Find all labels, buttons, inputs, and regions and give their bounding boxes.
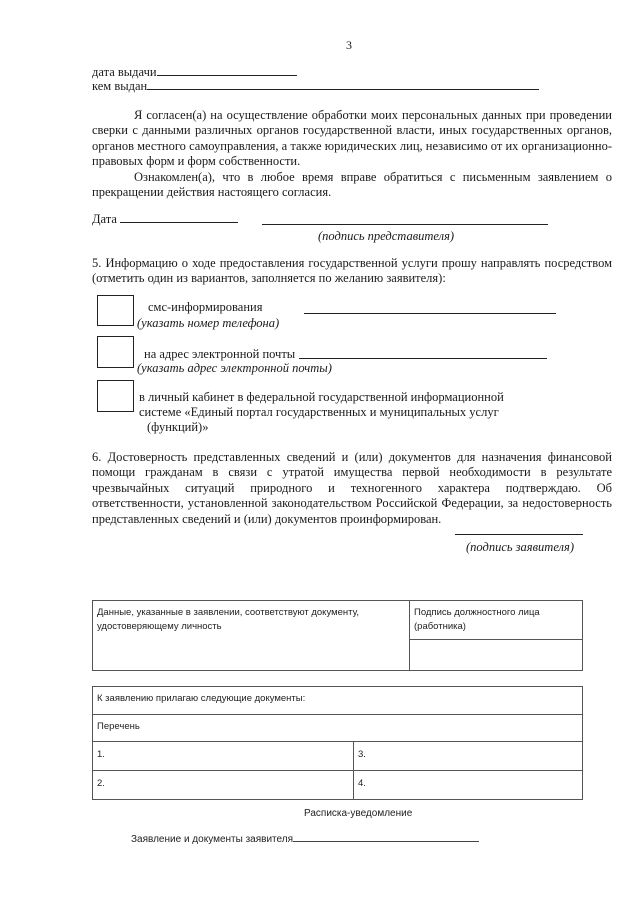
verification-statement: Данные, указанные в заявлении, соответствуют документу, удостоверяющему личность	[97, 607, 360, 632]
receipt-title: Расписка-уведомление	[304, 808, 413, 819]
document-item-3[interactable]	[354, 742, 583, 771]
sms-checkbox[interactable]	[97, 295, 134, 326]
portal-option-line-2: системе «Единый портал государственных и муниципальных услуг	[139, 405, 499, 419]
consent-paragraph-2: Ознакомлен(а), что в любое время вправе обратиться с письменным заявлением о прекращении действия настоящего согласия.	[92, 170, 612, 200]
email-checkbox[interactable]	[97, 336, 134, 368]
document-item-4[interactable]	[354, 771, 583, 800]
applicant-signature-caption: (подпись заявителя)	[466, 540, 574, 554]
official-signature-field[interactable]	[410, 639, 583, 640]
official-signature-label: Подпись должностного лица (работника)	[414, 607, 540, 632]
document-item-1[interactable]	[93, 742, 354, 771]
verification-table	[92, 600, 583, 671]
consent-date-label: Дата	[92, 212, 117, 226]
issue-date-label: дата выдачи	[92, 65, 157, 79]
receipt-line	[131, 832, 479, 845]
verification-table-left	[93, 601, 410, 671]
portal-option-line-3: (функций)»	[147, 420, 209, 434]
documents-table	[92, 686, 583, 800]
consent-date-line[interactable]	[120, 211, 238, 223]
phone-number-line[interactable]	[304, 313, 556, 314]
sms-option-hint: (указать номер телефона)	[137, 316, 280, 330]
applicant-signature-line[interactable]	[455, 534, 583, 535]
sms-option-label: смс-информирования	[148, 300, 263, 314]
sms-checkbox-underline	[108, 325, 132, 326]
email-option-label: на адрес электронной почты	[144, 347, 296, 361]
section-6-text: 6. Достоверность представленных сведений и (или) документов для назначения финансовой помощи гражданам в связи с утратой имущества первой необходимости в результате чрезвычайных ситуаций природного и техногенного характера подтверждаю. Об ответственности, установленной законодательством Российской Федерации, за недостоверность представленных сведений и (или) документов проинформирован.	[92, 450, 612, 526]
documents-header-cell	[93, 687, 583, 715]
section-5-text: 5. Информацию о ходе предоставления государственной услуги прошу направлять посредством (отметить один из вариантов, заполняется по желанию заявителя):	[92, 256, 612, 286]
issue-date-line[interactable]	[157, 64, 297, 76]
email-option-hint: (указать адрес электронной почты)	[137, 361, 332, 375]
email-address-line[interactable]	[299, 358, 547, 359]
page-number: 3	[346, 38, 352, 52]
document-item-1-number: 1.	[97, 749, 105, 760]
receipt-line-label: Заявление и документы заявителя	[131, 834, 293, 845]
documents-list-label: Перечень	[97, 721, 140, 732]
representative-signature-caption: (подпись представителя)	[318, 229, 455, 243]
email-checkbox-underline	[100, 367, 132, 368]
consent-date-field	[92, 211, 238, 227]
document-item-2[interactable]	[93, 771, 354, 800]
documents-header: К заявлению прилагаю следующие документы:	[97, 693, 306, 704]
documents-list-label-cell	[93, 715, 583, 742]
portal-checkbox[interactable]	[97, 380, 134, 412]
consent-paragraph-1: Я согласен(а) на осуществление обработки моих персональных данных при проведении сверки с данными различных органов государственной власти, иных государственных органов, органов местного самоуправления, а также юридических лиц, независимо от их организационно-правовых форм и форм собственности.	[92, 108, 612, 169]
document-item-3-number: 3.	[358, 749, 366, 760]
representative-signature-line[interactable]	[262, 224, 548, 225]
issued-by-label: кем выдан	[92, 79, 148, 93]
document-item-2-number: 2.	[97, 778, 105, 789]
portal-checkbox-underline	[97, 411, 132, 412]
issued-by-field	[92, 78, 539, 94]
receipt-line-blank[interactable]	[293, 832, 479, 842]
verification-table-right	[410, 601, 583, 671]
issued-by-line[interactable]	[147, 78, 539, 90]
portal-option-line-1: в личный кабинет в федеральной государственной информационной	[139, 390, 504, 404]
document-item-4-number: 4.	[358, 778, 366, 789]
